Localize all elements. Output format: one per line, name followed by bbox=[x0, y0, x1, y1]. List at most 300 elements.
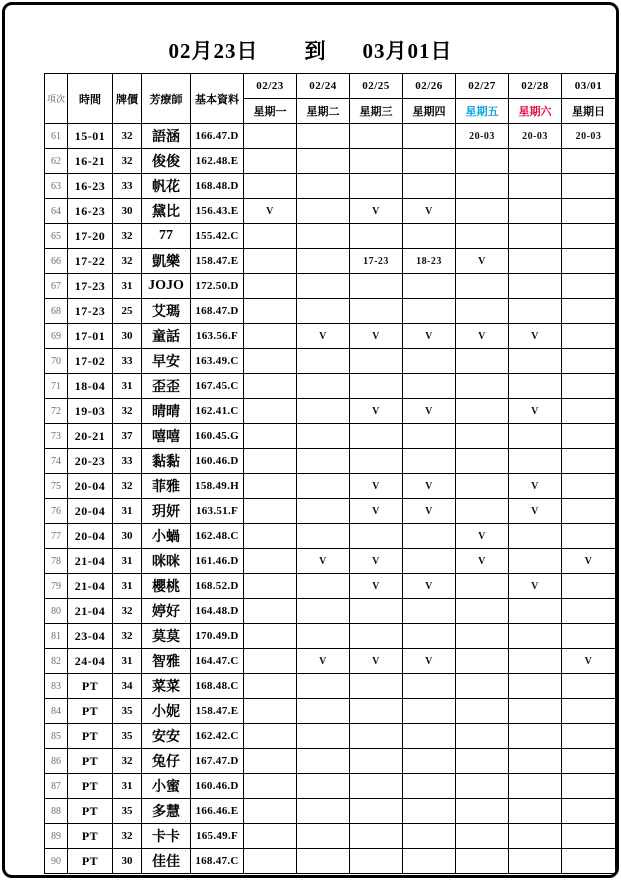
col-header-weekday: 星期五 bbox=[456, 99, 509, 124]
cell-info: 162.42.C bbox=[191, 724, 244, 749]
cell-schedule-mark bbox=[350, 624, 403, 649]
cell-schedule-mark bbox=[509, 349, 562, 374]
cell-price: 32 bbox=[113, 124, 142, 149]
schedule-row bbox=[45, 449, 616, 474]
col-header-time: 時間 bbox=[68, 74, 113, 124]
cell-schedule-mark bbox=[509, 674, 562, 699]
cell-info: 167.47.D bbox=[191, 749, 244, 774]
schedule-row bbox=[45, 524, 616, 549]
cell-schedule-mark bbox=[509, 274, 562, 299]
cell-price: 31 bbox=[113, 374, 142, 399]
cell-schedule-mark bbox=[456, 274, 509, 299]
cell-schedule-mark bbox=[562, 574, 616, 599]
cell-schedule-mark bbox=[456, 699, 509, 724]
cell-price: 32 bbox=[113, 474, 142, 499]
cell-name: 俊俊 bbox=[142, 149, 191, 174]
cell-schedule-mark bbox=[244, 799, 297, 824]
cell-time: 19-03 bbox=[68, 399, 113, 424]
cell-schedule-mark bbox=[456, 499, 509, 524]
cell-schedule-mark bbox=[562, 299, 616, 324]
cell-info: 156.43.E bbox=[191, 199, 244, 224]
cell-schedule-mark bbox=[509, 424, 562, 449]
cell-schedule-mark bbox=[456, 449, 509, 474]
cell-schedule-mark bbox=[456, 349, 509, 374]
cell-schedule-mark: V bbox=[509, 499, 562, 524]
col-header-weekday: 星期一 bbox=[244, 99, 297, 124]
cell-name: 早安 bbox=[142, 349, 191, 374]
cell-schedule-mark bbox=[244, 524, 297, 549]
cell-schedule-mark bbox=[297, 299, 350, 324]
col-header-weekday: 星期二 bbox=[297, 99, 350, 124]
schedule-row bbox=[45, 149, 616, 174]
cell-schedule-mark bbox=[403, 349, 456, 374]
cell-no: 75 bbox=[45, 474, 68, 499]
cell-time: 17-22 bbox=[68, 249, 113, 274]
cell-schedule-mark bbox=[297, 749, 350, 774]
cell-no: 77 bbox=[45, 524, 68, 549]
cell-schedule-mark bbox=[297, 599, 350, 624]
cell-price: 34 bbox=[113, 674, 142, 699]
cell-schedule-mark bbox=[509, 299, 562, 324]
cell-schedule-mark bbox=[403, 524, 456, 549]
cell-schedule-mark bbox=[350, 524, 403, 549]
cell-schedule-mark bbox=[244, 499, 297, 524]
cell-schedule-mark bbox=[244, 424, 297, 449]
cell-info: 163.49.C bbox=[191, 349, 244, 374]
schedule-row bbox=[45, 349, 616, 374]
cell-schedule-mark bbox=[244, 774, 297, 799]
cell-name: 玥妍 bbox=[142, 499, 191, 524]
cell-schedule-mark bbox=[297, 249, 350, 274]
cell-schedule-mark bbox=[456, 224, 509, 249]
schedule-row bbox=[45, 199, 616, 224]
cell-price: 32 bbox=[113, 624, 142, 649]
cell-schedule-mark bbox=[244, 474, 297, 499]
cell-schedule-mark bbox=[509, 149, 562, 174]
cell-schedule-mark: V bbox=[456, 549, 509, 574]
cell-name: 莫莫 bbox=[142, 624, 191, 649]
cell-no: 78 bbox=[45, 549, 68, 574]
cell-schedule-mark bbox=[403, 274, 456, 299]
cell-time: 23-04 bbox=[68, 624, 113, 649]
cell-time: PT bbox=[68, 849, 113, 874]
cell-name: 智雅 bbox=[142, 649, 191, 674]
cell-time: PT bbox=[68, 724, 113, 749]
cell-schedule-mark: V bbox=[297, 324, 350, 349]
cell-schedule-mark bbox=[350, 149, 403, 174]
cell-price: 30 bbox=[113, 849, 142, 874]
cell-name: 安安 bbox=[142, 724, 191, 749]
cell-no: 89 bbox=[45, 824, 68, 849]
schedule-row bbox=[45, 499, 616, 524]
cell-schedule-mark bbox=[403, 449, 456, 474]
col-header-therapist: 芳療師 bbox=[142, 74, 191, 124]
cell-schedule-mark bbox=[562, 749, 616, 774]
cell-schedule-mark bbox=[562, 674, 616, 699]
cell-name: 兔仔 bbox=[142, 749, 191, 774]
cell-schedule-mark bbox=[456, 424, 509, 449]
cell-schedule-mark bbox=[403, 124, 456, 149]
cell-schedule-mark bbox=[350, 349, 403, 374]
cell-schedule-mark bbox=[297, 474, 350, 499]
cell-schedule-mark bbox=[509, 624, 562, 649]
cell-price: 35 bbox=[113, 699, 142, 724]
schedule-row bbox=[45, 849, 616, 874]
cell-schedule-mark bbox=[297, 274, 350, 299]
cell-schedule-mark: V bbox=[403, 474, 456, 499]
cell-no: 80 bbox=[45, 599, 68, 624]
cell-info: 163.51.F bbox=[191, 499, 244, 524]
cell-info: 170.49.D bbox=[191, 624, 244, 649]
cell-schedule-mark: V bbox=[403, 574, 456, 599]
cell-schedule-mark: 17-23 bbox=[350, 249, 403, 274]
cell-schedule-mark bbox=[403, 824, 456, 849]
cell-schedule-mark bbox=[244, 824, 297, 849]
cell-schedule-mark bbox=[350, 449, 403, 474]
cell-time: 17-20 bbox=[68, 224, 113, 249]
cell-schedule-mark bbox=[244, 399, 297, 424]
cell-schedule-mark bbox=[509, 824, 562, 849]
cell-schedule-mark: V bbox=[403, 499, 456, 524]
cell-schedule-mark bbox=[456, 299, 509, 324]
cell-schedule-mark: V bbox=[509, 399, 562, 424]
cell-schedule-mark bbox=[350, 174, 403, 199]
cell-time: 16-23 bbox=[68, 174, 113, 199]
schedule-row bbox=[45, 799, 616, 824]
cell-no: 61 bbox=[45, 124, 68, 149]
cell-schedule-mark bbox=[562, 524, 616, 549]
cell-time: PT bbox=[68, 774, 113, 799]
cell-time: PT bbox=[68, 699, 113, 724]
cell-schedule-mark bbox=[244, 724, 297, 749]
cell-schedule-mark bbox=[403, 624, 456, 649]
title-date-to: 03月01日 bbox=[362, 39, 453, 63]
schedule-row bbox=[45, 574, 616, 599]
cell-price: 32 bbox=[113, 399, 142, 424]
cell-schedule-mark bbox=[509, 599, 562, 624]
cell-info: 158.47.E bbox=[191, 699, 244, 724]
cell-schedule-mark bbox=[350, 224, 403, 249]
schedule-row bbox=[45, 224, 616, 249]
cell-schedule-mark bbox=[562, 399, 616, 424]
cell-schedule-mark: V bbox=[456, 324, 509, 349]
cell-name: 黛比 bbox=[142, 199, 191, 224]
cell-schedule-mark bbox=[350, 824, 403, 849]
schedule-row bbox=[45, 424, 616, 449]
cell-no: 87 bbox=[45, 774, 68, 799]
cell-price: 33 bbox=[113, 349, 142, 374]
cell-schedule-mark bbox=[350, 599, 403, 624]
cell-schedule-mark bbox=[244, 299, 297, 324]
col-header-date: 02/24 bbox=[297, 74, 350, 99]
cell-schedule-mark bbox=[244, 274, 297, 299]
schedule-row bbox=[45, 549, 616, 574]
cell-schedule-mark: V bbox=[350, 549, 403, 574]
cell-time: PT bbox=[68, 674, 113, 699]
cell-schedule-mark bbox=[350, 299, 403, 324]
cell-schedule-mark bbox=[562, 224, 616, 249]
cell-price: 32 bbox=[113, 249, 142, 274]
cell-name: 小妮 bbox=[142, 699, 191, 724]
cell-no: 70 bbox=[45, 349, 68, 374]
cell-schedule-mark bbox=[244, 249, 297, 274]
cell-name: 咪咪 bbox=[142, 549, 191, 574]
cell-schedule-mark bbox=[456, 174, 509, 199]
cell-no: 88 bbox=[45, 799, 68, 824]
cell-schedule-mark bbox=[562, 774, 616, 799]
cell-time: 24-04 bbox=[68, 649, 113, 674]
schedule-row bbox=[45, 749, 616, 774]
cell-schedule-mark bbox=[350, 799, 403, 824]
cell-schedule-mark bbox=[403, 599, 456, 624]
cell-schedule-mark bbox=[403, 699, 456, 724]
cell-schedule-mark bbox=[244, 599, 297, 624]
cell-schedule-mark bbox=[562, 499, 616, 524]
cell-schedule-mark bbox=[562, 849, 616, 874]
cell-schedule-mark: V bbox=[403, 649, 456, 674]
cell-schedule-mark bbox=[244, 749, 297, 774]
cell-info: 168.48.C bbox=[191, 674, 244, 699]
cell-schedule-mark bbox=[297, 824, 350, 849]
cell-time: 20-23 bbox=[68, 449, 113, 474]
cell-schedule-mark bbox=[297, 849, 350, 874]
cell-time: 16-21 bbox=[68, 149, 113, 174]
cell-schedule-mark: V bbox=[350, 649, 403, 674]
cell-price: 30 bbox=[113, 199, 142, 224]
cell-schedule-mark bbox=[297, 699, 350, 724]
cell-no: 65 bbox=[45, 224, 68, 249]
cell-schedule-mark bbox=[456, 599, 509, 624]
cell-price: 32 bbox=[113, 599, 142, 624]
cell-schedule-mark bbox=[403, 299, 456, 324]
cell-schedule-mark bbox=[297, 724, 350, 749]
cell-schedule-mark bbox=[456, 749, 509, 774]
cell-schedule-mark bbox=[350, 699, 403, 724]
cell-price: 33 bbox=[113, 174, 142, 199]
cell-name: 嘻嘻 bbox=[142, 424, 191, 449]
cell-time: 20-04 bbox=[68, 524, 113, 549]
schedule-row bbox=[45, 399, 616, 424]
cell-price: 30 bbox=[113, 524, 142, 549]
cell-schedule-mark bbox=[403, 374, 456, 399]
cell-info: 161.46.D bbox=[191, 549, 244, 574]
cell-name: 多慧 bbox=[142, 799, 191, 824]
cell-no: 66 bbox=[45, 249, 68, 274]
cell-schedule-mark bbox=[297, 774, 350, 799]
cell-schedule-mark bbox=[244, 449, 297, 474]
cell-no: 62 bbox=[45, 149, 68, 174]
cell-name: 菲雅 bbox=[142, 474, 191, 499]
schedule-page bbox=[2, 2, 619, 878]
cell-name: 童話 bbox=[142, 324, 191, 349]
cell-name: 婷好 bbox=[142, 599, 191, 624]
cell-schedule-mark bbox=[297, 149, 350, 174]
cell-info: 158.49.H bbox=[191, 474, 244, 499]
cell-no: 72 bbox=[45, 399, 68, 424]
cell-schedule-mark bbox=[562, 449, 616, 474]
cell-schedule-mark: V bbox=[350, 574, 403, 599]
cell-schedule-mark: 20-03 bbox=[509, 124, 562, 149]
cell-schedule-mark bbox=[350, 424, 403, 449]
cell-schedule-mark: V bbox=[350, 474, 403, 499]
cell-schedule-mark bbox=[297, 174, 350, 199]
cell-schedule-mark bbox=[244, 174, 297, 199]
cell-schedule-mark bbox=[509, 749, 562, 774]
cell-no: 76 bbox=[45, 499, 68, 524]
cell-time: 17-02 bbox=[68, 349, 113, 374]
cell-schedule-mark bbox=[456, 774, 509, 799]
cell-price: 31 bbox=[113, 499, 142, 524]
page-title bbox=[5, 35, 616, 65]
cell-name: 語涵 bbox=[142, 124, 191, 149]
cell-price: 33 bbox=[113, 449, 142, 474]
schedule-row bbox=[45, 724, 616, 749]
cell-price: 25 bbox=[113, 299, 142, 324]
cell-schedule-mark bbox=[297, 449, 350, 474]
cell-info: 168.52.D bbox=[191, 574, 244, 599]
cell-price: 32 bbox=[113, 224, 142, 249]
cell-schedule-mark bbox=[244, 624, 297, 649]
cell-name: JOJO bbox=[142, 274, 191, 299]
cell-price: 35 bbox=[113, 724, 142, 749]
cell-schedule-mark: V bbox=[297, 549, 350, 574]
schedule-row bbox=[45, 699, 616, 724]
title-to-label: 到 bbox=[304, 39, 327, 63]
cell-schedule-mark bbox=[403, 674, 456, 699]
cell-schedule-mark: V bbox=[509, 574, 562, 599]
cell-price: 30 bbox=[113, 324, 142, 349]
cell-no: 84 bbox=[45, 699, 68, 724]
col-header-date: 02/27 bbox=[456, 74, 509, 99]
cell-name: 菜菜 bbox=[142, 674, 191, 699]
cell-time: 20-04 bbox=[68, 474, 113, 499]
cell-name: 小蜜 bbox=[142, 774, 191, 799]
col-header-weekday: 星期三 bbox=[350, 99, 403, 124]
cell-price: 31 bbox=[113, 649, 142, 674]
schedule-row bbox=[45, 174, 616, 199]
cell-info: 162.48.C bbox=[191, 524, 244, 549]
cell-schedule-mark: V bbox=[350, 324, 403, 349]
cell-schedule-mark bbox=[297, 799, 350, 824]
cell-info: 160.46.D bbox=[191, 449, 244, 474]
cell-schedule-mark bbox=[562, 474, 616, 499]
cell-no: 73 bbox=[45, 424, 68, 449]
col-header-date: 02/26 bbox=[403, 74, 456, 99]
cell-schedule-mark bbox=[297, 224, 350, 249]
col-header-index: 項次 bbox=[45, 74, 68, 124]
cell-schedule-mark: V bbox=[509, 324, 562, 349]
schedule-row bbox=[45, 824, 616, 849]
cell-info: 164.47.C bbox=[191, 649, 244, 674]
cell-schedule-mark bbox=[403, 424, 456, 449]
date-header-row bbox=[45, 74, 616, 99]
cell-schedule-mark bbox=[456, 199, 509, 224]
cell-time: 21-04 bbox=[68, 599, 113, 624]
cell-price: 35 bbox=[113, 799, 142, 824]
cell-no: 79 bbox=[45, 574, 68, 599]
cell-schedule-mark bbox=[244, 649, 297, 674]
schedule-row bbox=[45, 274, 616, 299]
cell-info: 168.47.C bbox=[191, 849, 244, 874]
cell-price: 32 bbox=[113, 749, 142, 774]
cell-info: 155.42.C bbox=[191, 224, 244, 249]
cell-time: 21-04 bbox=[68, 549, 113, 574]
cell-name: 佳佳 bbox=[142, 849, 191, 874]
col-header-weekday: 星期六 bbox=[509, 99, 562, 124]
cell-schedule-mark bbox=[509, 724, 562, 749]
cell-schedule-mark bbox=[509, 449, 562, 474]
cell-schedule-mark bbox=[509, 249, 562, 274]
cell-schedule-mark bbox=[509, 649, 562, 674]
cell-schedule-mark bbox=[350, 374, 403, 399]
col-header-date: 02/25 bbox=[350, 74, 403, 99]
schedule-row bbox=[45, 649, 616, 674]
cell-schedule-mark bbox=[244, 674, 297, 699]
cell-time: 20-04 bbox=[68, 499, 113, 524]
cell-price: 31 bbox=[113, 774, 142, 799]
cell-time: PT bbox=[68, 799, 113, 824]
cell-no: 74 bbox=[45, 449, 68, 474]
cell-schedule-mark bbox=[403, 149, 456, 174]
cell-schedule-mark bbox=[350, 749, 403, 774]
title-date-from: 02月23日 bbox=[168, 39, 259, 63]
cell-price: 37 bbox=[113, 424, 142, 449]
cell-name: 黏黏 bbox=[142, 449, 191, 474]
cell-schedule-mark bbox=[244, 849, 297, 874]
cell-info: 165.49.F bbox=[191, 824, 244, 849]
cell-schedule-mark bbox=[456, 649, 509, 674]
schedule-row bbox=[45, 124, 616, 149]
cell-schedule-mark bbox=[403, 549, 456, 574]
cell-schedule-mark bbox=[562, 174, 616, 199]
cell-schedule-mark bbox=[297, 674, 350, 699]
schedule-row bbox=[45, 599, 616, 624]
cell-no: 64 bbox=[45, 199, 68, 224]
cell-info: 162.41.C bbox=[191, 399, 244, 424]
cell-schedule-mark bbox=[297, 574, 350, 599]
cell-schedule-mark: V bbox=[403, 199, 456, 224]
cell-schedule-mark bbox=[509, 774, 562, 799]
cell-time: 17-23 bbox=[68, 299, 113, 324]
cell-no: 69 bbox=[45, 324, 68, 349]
cell-schedule-mark bbox=[509, 199, 562, 224]
cell-schedule-mark bbox=[244, 124, 297, 149]
cell-schedule-mark bbox=[509, 799, 562, 824]
cell-schedule-mark bbox=[350, 274, 403, 299]
cell-schedule-mark bbox=[403, 224, 456, 249]
cell-info: 163.56.F bbox=[191, 324, 244, 349]
cell-schedule-mark: V bbox=[509, 474, 562, 499]
cell-schedule-mark bbox=[509, 699, 562, 724]
cell-schedule-mark bbox=[403, 799, 456, 824]
cell-schedule-mark bbox=[562, 199, 616, 224]
cell-name: 帆花 bbox=[142, 174, 191, 199]
cell-schedule-mark: V bbox=[350, 499, 403, 524]
cell-price: 31 bbox=[113, 274, 142, 299]
cell-schedule-mark: V bbox=[562, 549, 616, 574]
cell-schedule-mark bbox=[350, 124, 403, 149]
cell-schedule-mark bbox=[562, 824, 616, 849]
cell-info: 166.47.D bbox=[191, 124, 244, 149]
col-header-weekday: 星期四 bbox=[403, 99, 456, 124]
cell-info: 160.46.D bbox=[191, 774, 244, 799]
cell-schedule-mark bbox=[562, 624, 616, 649]
cell-name: 櫻桃 bbox=[142, 574, 191, 599]
cell-name: 卡卡 bbox=[142, 824, 191, 849]
cell-schedule-mark bbox=[562, 699, 616, 724]
cell-time: 15-01 bbox=[68, 124, 113, 149]
col-header-date: 03/01 bbox=[562, 74, 616, 99]
